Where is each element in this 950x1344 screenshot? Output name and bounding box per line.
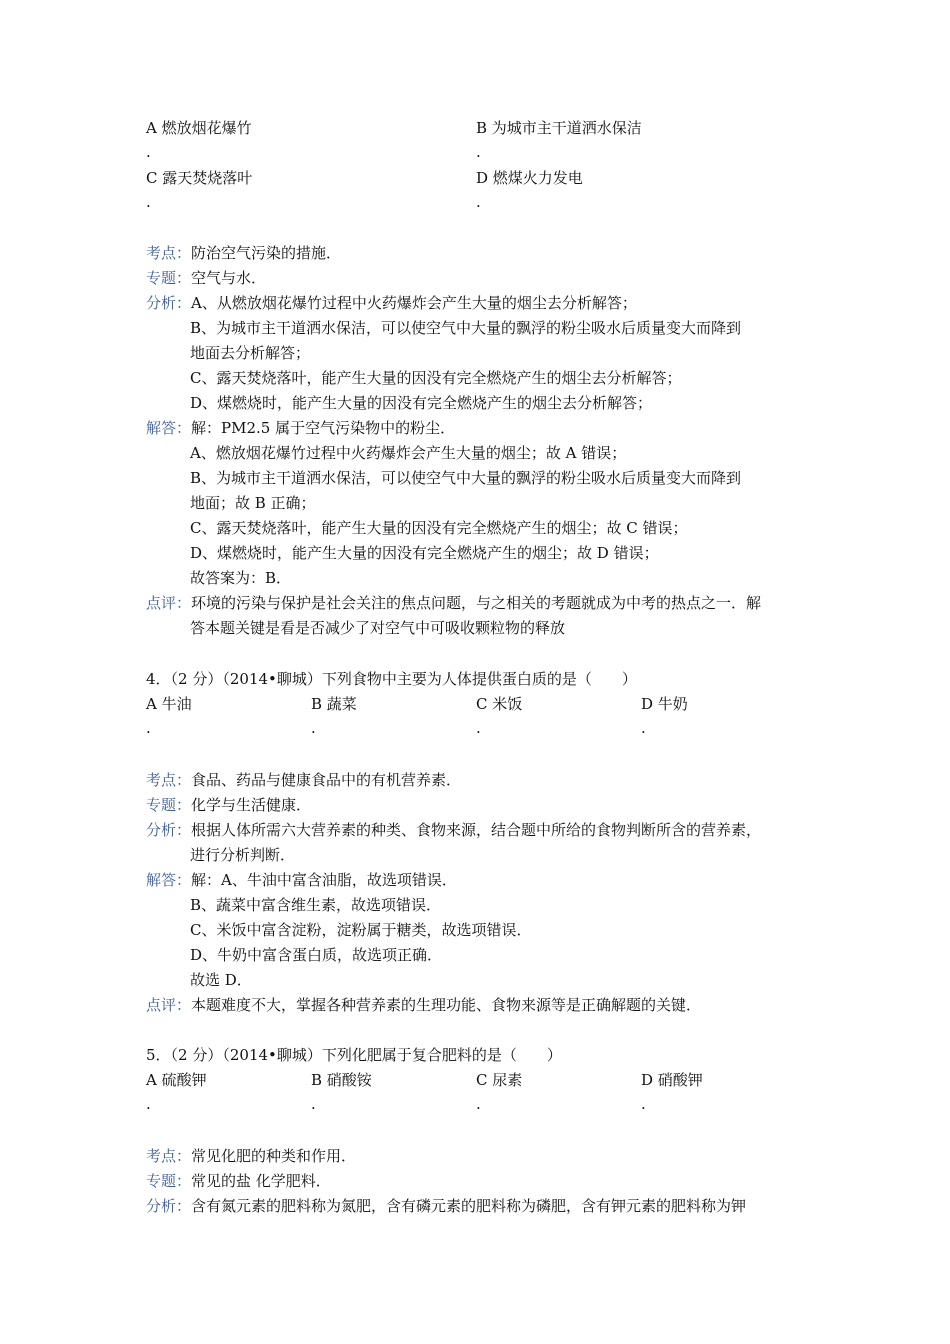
q3-dianping-line: 答本题关键是看是否减少了对空气中可吸收颗粒物的释放 xyxy=(190,619,566,637)
fenxi-label: 分析： xyxy=(146,294,192,312)
option-dot: . xyxy=(311,719,316,737)
q3-fenxi-line: 地面去分析解答； xyxy=(190,344,311,362)
q3-jieda-line: D、煤燃烧时，能产生大量的因没有完全燃烧产生的烟尘；故 D 错误； xyxy=(190,544,659,562)
q4-kaodian-row xyxy=(146,771,461,789)
q3-fenxi-line: D、煤燃烧时，能产生大量的因没有完全燃烧产生的烟尘去分析解答； xyxy=(190,394,653,412)
option-dot: . xyxy=(476,1095,481,1113)
zhuanti-label: 专题： xyxy=(146,796,192,814)
q4-option-c: C 米饭 xyxy=(476,695,523,713)
kaodian-label: 考点： xyxy=(146,771,192,789)
option-dot: . xyxy=(311,1095,316,1113)
q3-jieda-line: 地面；故 B 正确； xyxy=(190,494,316,512)
q3-jieda-line: 解：PM2.5 属于空气污染物中的粉尘． xyxy=(191,419,456,437)
option-dot: . xyxy=(146,1095,151,1113)
option-dot: . xyxy=(146,143,151,161)
q5-zhuanti: 常见的盐 化学肥料． xyxy=(191,1172,331,1190)
q3-dianping-line: 环境的污染与保护是社会关注的焦点问题，与之相关的考题就成为中考的热点之一．解 xyxy=(191,594,762,612)
q4-option-b: B 蔬菜 xyxy=(311,695,357,713)
q5-stem: 5．（2 分）（2014•聊城）下列化肥属于复合肥料的是（ ） xyxy=(146,1046,562,1064)
dianping-label: 点评： xyxy=(146,996,192,1014)
q5-kaodian: 常见化肥的种类和作用． xyxy=(191,1147,357,1165)
option-dot: . xyxy=(476,719,481,737)
q4-kaodian: 食品、药品与健康食品中的有机营养素． xyxy=(191,771,462,789)
option-dot: . xyxy=(476,143,481,161)
fenxi-label: 分析： xyxy=(146,1197,192,1215)
q4-jieda-row xyxy=(146,871,457,889)
q4-fenxi-line: 进行分析判断． xyxy=(190,846,296,864)
q4-jieda-line: 解：A、牛油中富含油脂，故选项错误． xyxy=(191,871,457,889)
q4-zhuanti: 化学与生活健康． xyxy=(191,796,312,814)
q4-dianping: 本题难度不大，掌握各种营养素的生理功能、食物来源等是正确解题的关键． xyxy=(191,996,702,1014)
q3-jieda-line: A、燃放烟花爆竹过程中火药爆炸会产生大量的烟尘；故 A 错误； xyxy=(190,444,627,462)
q4-stem: 4．（2 分）（2014•聊城）下列食物中主要为人体提供蛋白质的是（ ） xyxy=(146,670,637,688)
q4-fenxi-row xyxy=(146,821,761,839)
option-dot: . xyxy=(476,193,481,211)
q4-option-a: A 牛油 xyxy=(146,695,192,713)
q4-jieda-line: 故选 D． xyxy=(190,971,252,989)
q3-option-d: D 燃煤火力发电 xyxy=(476,169,583,187)
q5-kaodian-row xyxy=(146,1147,356,1165)
q3-zhuanti-row xyxy=(146,269,266,287)
q4-option-d: D 牛奶 xyxy=(641,695,688,713)
q3-jieda-line: B、为城市主干道洒水保洁，可以使空气中大量的飘浮的粉尘吸水后质量变大而降到 xyxy=(190,469,742,487)
q4-dianping-row xyxy=(146,996,701,1014)
q3-kaodian-row xyxy=(146,244,341,262)
option-dot: . xyxy=(641,1095,646,1113)
q3-fenxi-line: C、露天焚烧落叶，能产生大量的因没有完全燃烧产生的烟尘去分析解答； xyxy=(190,369,682,387)
q3-fenxi-line: B、为城市主干道洒水保洁，可以使空气中大量的飘浮的粉尘吸水后质量变大而降到 xyxy=(190,319,742,337)
q3-dianping-row xyxy=(146,594,761,612)
dianping-label: 点评： xyxy=(146,594,192,612)
q3-fenxi-line: A、从燃放烟花爆竹过程中火药爆炸会产生大量的烟尘去分析解答； xyxy=(191,294,637,312)
q3-option-b: B 为城市主干道洒水保洁 xyxy=(476,119,642,137)
zhuanti-label: 专题： xyxy=(146,1172,192,1190)
q4-zhuanti-row xyxy=(146,796,311,814)
option-dot: . xyxy=(146,719,151,737)
q3-jieda-row xyxy=(146,419,455,437)
q3-fenxi-row xyxy=(146,294,637,312)
fenxi-label: 分析： xyxy=(146,821,192,839)
q4-jieda-line: C、米饭中富含淀粉，淀粉属于糖类，故选项错误． xyxy=(190,921,532,939)
q5-option-d: D 硝酸钾 xyxy=(641,1071,703,1089)
q3-option-c: C 露天焚烧落叶 xyxy=(146,169,253,187)
q3-kaodian: 防治空气污染的措施． xyxy=(191,244,342,262)
q4-jieda-line: B、蔬菜中富含维生素，故选项错误． xyxy=(190,896,442,914)
option-dot: . xyxy=(641,719,646,737)
q5-option-a: A 硫酸钾 xyxy=(146,1071,207,1089)
q4-fenxi-line: 根据人体所需六大营养素的种类、食物来源，结合题中所给的食物判断所含的营养素， xyxy=(191,821,762,839)
q5-zhuanti-row xyxy=(146,1172,331,1190)
jieda-label: 解答： xyxy=(146,419,192,437)
q5-option-b: B 硝酸铵 xyxy=(311,1071,372,1089)
q3-jieda-line: C、露天焚烧落叶，能产生大量的因没有完全燃烧产生的烟尘；故 C 错误； xyxy=(190,519,688,537)
kaodian-label: 考点： xyxy=(146,244,192,262)
q5-fenxi: 含有氮元素的肥料称为氮肥，含有磷元素的肥料称为磷肥，含有钾元素的肥料称为钾 xyxy=(191,1197,747,1215)
q5-option-c: C 尿素 xyxy=(476,1071,523,1089)
q5-fenxi-row xyxy=(146,1197,746,1215)
q3-jieda-line: 故答案为：B． xyxy=(190,569,292,587)
q4-jieda-line: D、牛奶中富含蛋白质，故选项正确． xyxy=(190,946,443,964)
kaodian-label: 考点： xyxy=(146,1147,192,1165)
q3-zhuanti: 空气与水． xyxy=(191,269,267,287)
jieda-label: 解答： xyxy=(146,871,192,889)
zhuanti-label: 专题： xyxy=(146,269,192,287)
q3-option-a: A 燃放烟花爆竹 xyxy=(146,119,252,137)
option-dot: . xyxy=(146,193,151,211)
